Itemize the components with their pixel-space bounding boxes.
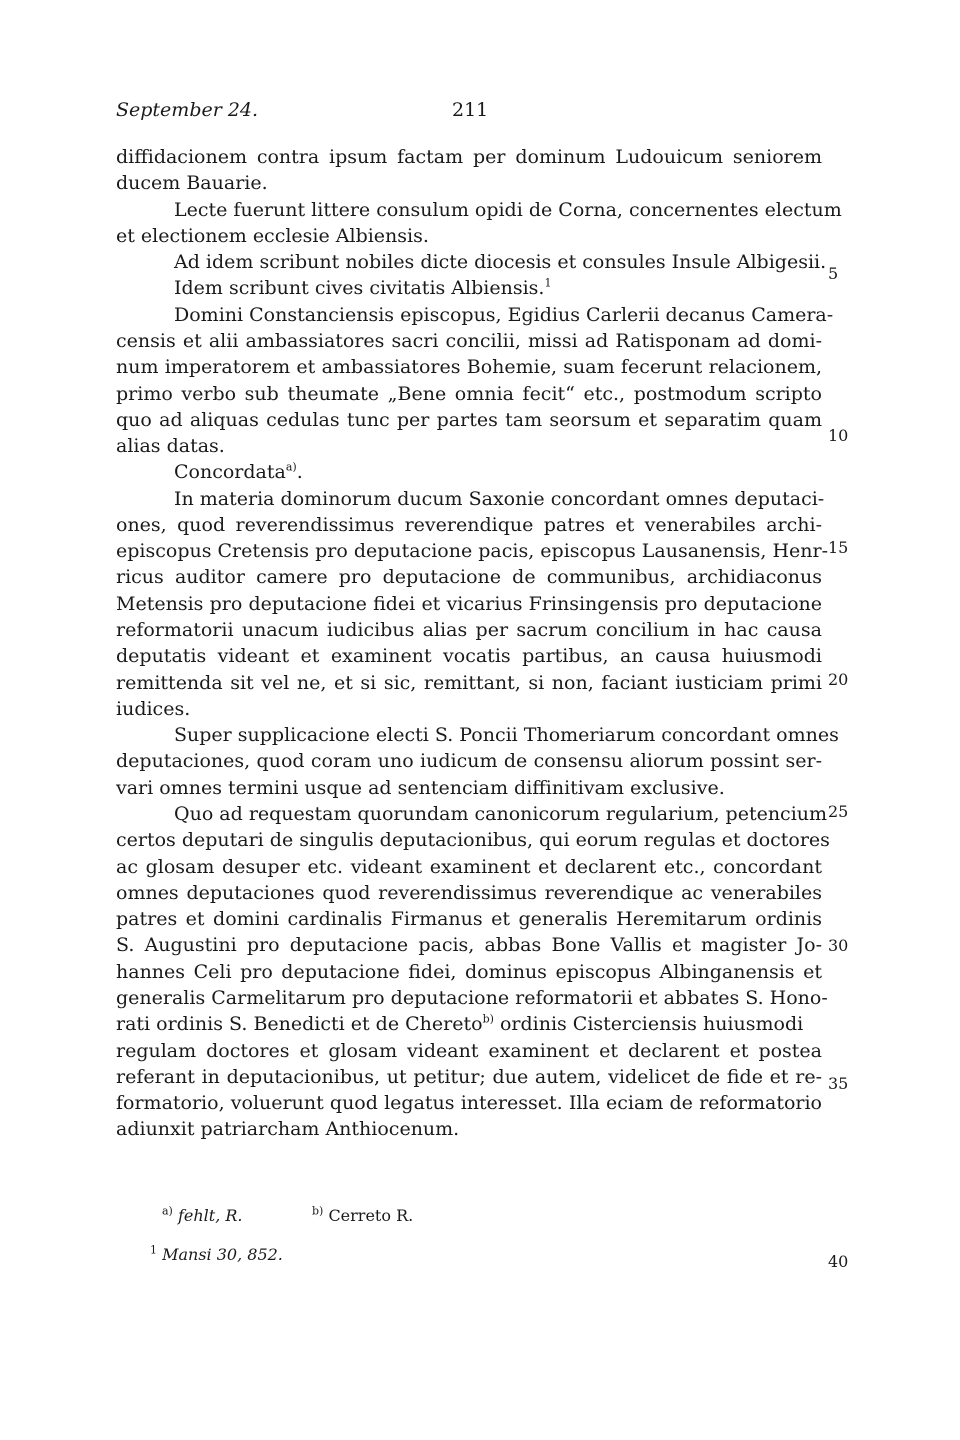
text-line bbox=[116, 1065, 822, 1089]
text-line bbox=[116, 329, 822, 353]
text-line bbox=[116, 1039, 822, 1063]
text-line-content: Domini Constanciensis episcopus, Egidius Carlerii decanus Camera- bbox=[174, 304, 834, 326]
text-line-content: alias datas. bbox=[116, 435, 225, 457]
text-line-content: reformatorii unacum iudicibus alias per sacrum concilium in hac causa bbox=[116, 619, 822, 641]
text-line-content: Super supplicacione electi S. Poncii Thomeriarum concordant omnes bbox=[174, 724, 839, 746]
margin-line-number: 25 bbox=[828, 802, 849, 821]
footnote-b-text: Cerreto R. bbox=[328, 1206, 414, 1225]
text-line bbox=[116, 1117, 459, 1141]
text-line bbox=[116, 1012, 803, 1036]
text-line bbox=[116, 671, 822, 695]
text-line-content: omnes deputaciones quod reverendissimus reverendique ac venerabiles bbox=[116, 882, 822, 904]
footnote-marker: b) bbox=[482, 1012, 494, 1026]
text-line bbox=[116, 855, 822, 879]
footnote-a-mark: a) bbox=[162, 1204, 173, 1218]
text-line-content: episcopus Cretensis pro deputacione pacis, episcopus Lausanensis, Henr- bbox=[116, 540, 828, 562]
text-line-content: Metensis pro deputacione fidei et vicarius Frinsingensis pro deputacione bbox=[116, 593, 822, 615]
text-line bbox=[116, 382, 822, 406]
text-line bbox=[174, 276, 551, 300]
footnote-a-text: fehlt, R. bbox=[177, 1206, 243, 1225]
text-line-content: regulam doctores et glosam videant examinent et declarent et postea bbox=[116, 1040, 822, 1062]
text-line bbox=[116, 171, 268, 195]
text-line bbox=[116, 408, 822, 432]
margin-line-number: 15 bbox=[828, 538, 849, 557]
text-line bbox=[116, 1091, 822, 1115]
text-line bbox=[174, 723, 839, 747]
text-line bbox=[116, 513, 822, 537]
margin-line-number: 5 bbox=[828, 264, 839, 283]
text-line bbox=[116, 933, 822, 957]
text-line bbox=[116, 960, 822, 984]
text-line-content: deputatis videant et examinent vocatis partibus, an causa huiusmodi bbox=[116, 645, 822, 667]
text-line-content: primo verbo sub theumate „Bene omnia fecit“ etc., postmodum scripto bbox=[116, 383, 822, 405]
footnote-marker: 1 bbox=[544, 276, 552, 290]
text-line-content: ac glosam desuper etc. videant examinent et declarent etc., concordant bbox=[116, 856, 822, 878]
text-line-content: Idem scribunt cives civitatis Albiensis. bbox=[174, 277, 545, 299]
text-line bbox=[174, 460, 303, 484]
text-line-content: S. Augustini pro deputacione pacis, abbas Bone Vallis et magister Jo- bbox=[116, 934, 822, 956]
footnote-a bbox=[162, 1204, 243, 1228]
text-line bbox=[116, 434, 225, 458]
text-line-content: ones, quod reverendissimus reverendique patres et venerabiles archi- bbox=[116, 514, 822, 536]
text-line-continuation: ordinis Cisterciensis huiusmodi bbox=[493, 1013, 804, 1035]
text-line bbox=[174, 303, 834, 327]
reference-note bbox=[150, 1243, 283, 1267]
text-line bbox=[116, 539, 828, 563]
text-line bbox=[174, 802, 828, 826]
margin-line-number: 35 bbox=[828, 1074, 849, 1093]
text-line bbox=[174, 250, 827, 274]
text-line-content: certos deputari de singulis deputacionibus, qui eorum regulas et doctores bbox=[116, 829, 830, 851]
text-line-content: Quo ad requestam quorundam canonicorum regularium, petencium bbox=[174, 803, 828, 825]
text-line bbox=[116, 145, 822, 169]
reference-note-mark: 1 bbox=[150, 1243, 157, 1257]
text-line-content: deputaciones, quod coram uno iudicum de consensu aliorum possint ser- bbox=[116, 750, 822, 772]
text-line-content: et electionem ecclesie Albiensis. bbox=[116, 225, 429, 247]
text-line bbox=[116, 224, 429, 248]
text-line-content: vari omnes termini usque ad sentenciam diffinitivam exclusive. bbox=[116, 777, 725, 799]
margin-line-number: 20 bbox=[828, 670, 849, 689]
text-line-content: adiunxit patriarcham Anthiocenum. bbox=[116, 1118, 460, 1140]
text-line bbox=[174, 198, 842, 222]
text-line-content: referant in deputacionibus, ut petitur; due autem, videlicet de fide et re- bbox=[116, 1066, 822, 1088]
margin-line-number: 40 bbox=[828, 1252, 849, 1271]
text-line bbox=[116, 355, 822, 379]
text-line bbox=[116, 644, 822, 668]
text-line-content: ducem Bauarie. bbox=[116, 172, 268, 194]
text-line bbox=[116, 749, 822, 773]
text-line-content: generalis Carmelitarum pro deputacione reformatorii et abbates S. Hono- bbox=[116, 987, 828, 1009]
text-line-content: patres et domini cardinalis Firmanus et generalis Heremitarum ordinis bbox=[116, 908, 822, 930]
reference-note-text: Mansi 30, 852. bbox=[162, 1245, 283, 1264]
text-line-content: rati ordinis S. Benedicti et de Chereto bbox=[116, 1013, 483, 1035]
text-line-content: ricus auditor camere pro deputacione de communibus, archidiaconus bbox=[116, 566, 822, 588]
footnote-b-mark: b) bbox=[312, 1204, 324, 1218]
text-line-continuation: . bbox=[296, 461, 303, 483]
text-line bbox=[116, 776, 725, 800]
margin-line-number: 10 bbox=[828, 426, 849, 445]
text-line-content: censis et alii ambassiatores sacri concilii, missi ad Ratisponam ad domi- bbox=[116, 330, 822, 352]
text-line bbox=[116, 881, 822, 905]
footnote-marker: a) bbox=[285, 460, 297, 474]
text-line bbox=[116, 592, 822, 616]
text-line bbox=[116, 697, 190, 721]
running-title: September 24. bbox=[116, 99, 259, 121]
text-line-content: Concordata bbox=[174, 461, 286, 483]
margin-line-number: 30 bbox=[828, 936, 849, 955]
text-line bbox=[116, 618, 822, 642]
text-line-content: remittenda sit vel ne, et si sic, remittant, si non, faciant iusticiam primi bbox=[116, 672, 822, 694]
text-line-content: In materia dominorum ducum Saxonie concordant omnes deputaci- bbox=[174, 488, 825, 510]
text-line-content: num imperatorem et ambassiatores Bohemie, suam fecerunt relacionem, bbox=[116, 356, 822, 378]
text-line bbox=[116, 828, 830, 852]
footnote-b bbox=[312, 1204, 413, 1228]
text-line-content: Ad idem scribunt nobiles dicte diocesis et consules Insule Albigesii. bbox=[174, 251, 827, 273]
text-line bbox=[116, 986, 828, 1010]
text-line-content: iudices. bbox=[116, 698, 191, 720]
page-number: 211 bbox=[452, 99, 489, 121]
text-line bbox=[116, 907, 822, 931]
text-line-content: hannes Celi pro deputacione fidei, dominus episcopus Albinganensis et bbox=[116, 961, 822, 983]
text-line bbox=[116, 565, 822, 589]
text-line-content: quo ad aliquas cedulas tunc per partes tam seorsum et separatim quam bbox=[116, 409, 822, 431]
text-line-content: Lecte fuerunt littere consulum opidi de Corna, concernentes electum bbox=[174, 199, 842, 221]
text-line-content: diffidacionem contra ipsum factam per dominum Ludouicum seniorem bbox=[116, 146, 822, 168]
text-line bbox=[174, 487, 825, 511]
text-line-content: formatorio, voluerunt quod legatus interesset. Illa eciam de reformatorio bbox=[116, 1092, 822, 1114]
